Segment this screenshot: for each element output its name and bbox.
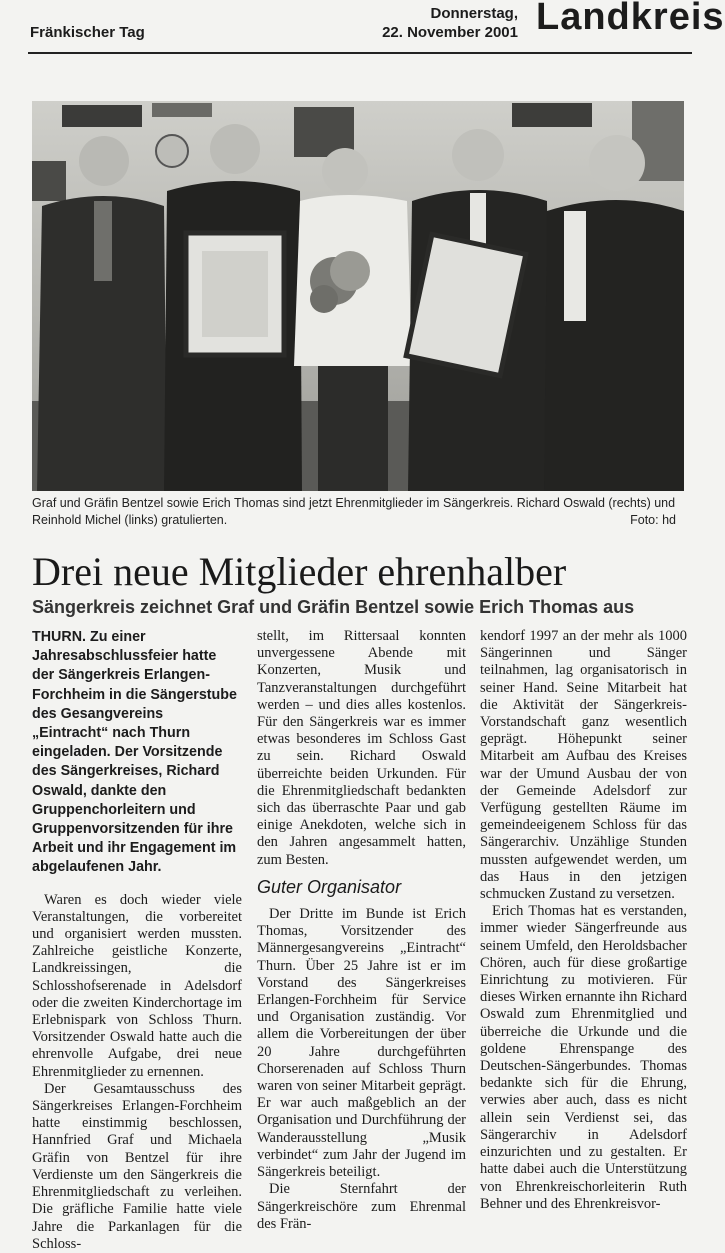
section-title: Landkreis <box>536 0 725 38</box>
article-paragraph: Der Gesamtausschuss des Sängerkreises Erlangen-Forchheim hatte einstimmig beschlossen, Hannfried Graf und Michaela Gräfin von Bentzel für ihre Verdienste um den Sängerkreis die Ehrenmitgliedschaft zu verleihen. Die gräfliche Familie hatte viele Jahre die Parkanlagen für die Schloss- <box>32 1080 242 1252</box>
article-subhead: Guter Organisator <box>257 876 402 897</box>
article-paragraph: Waren es doch wieder viele Veranstaltungen, die vorbereitet und organisiert werden mussten. Zahlreiche geistliche Konzerte, Landkreissingen, die Schlosshofserenade in Adelsdorf oder die zweiten Kinderchortage im Erlebnispark von Schloss Thurn. Vorsitzender Oswald hatte auch die ehrenvolle Aufgabe, drei neue Ehrenmitglieder zu ernennen. <box>32 891 242 1080</box>
page-header <box>0 0 725 56</box>
issue-weekday: Donnerstag, <box>430 5 518 22</box>
article-column-2 <box>257 628 466 1232</box>
article-paragraph: Erich Thomas hat es verstanden, immer wieder Sängerfreunde aus seinem Umfeld, den Heroldsbacher Chören, auch für diese großartige Einrichtung zu motivieren. Für dieses Wirken ernannte ihn Richard Oswald zum Ehrenmitglied und überreiche die Urkunde und die goldene Ehrenspange des Deutschen-Sängerbundes. Thomas bedankte sich für die Ehrung, verwies aber auch, dass es nicht allein sein Verdienst sei, das Sängerarchiv in Adelsdorf einzurichten und zu gestalten. Er hatte dabei auch die Unterstützung von Ehrenkreischorleiterin Ruth Behner und des Ehrenkreisvor- <box>480 903 687 1212</box>
article-paragraph: Der Dritte im Bunde ist Erich Thomas, Vorsitzender des Männergesangvereins „Eintracht“ Thurn. Über 25 Jahre ist er im Vorstand des Sängerkreises Erlangen-Forchheim für Service und Organisation zuständig. Vor allem die Vorbereitungen der über 20 Jahre durchgeführten Chorserenaden auf Schloss Thurn waren von seiner Mitarbeit geprägt. Er war auch maßgeblich an der Organisation und Durchführung der Wanderausstellung „Musik verbindet“ zum Jahr der Jugend im Sängerkreis beteiligt. <box>257 906 466 1181</box>
issue-date <box>370 4 518 42</box>
article-lead: THURN. Zu einer Jahresabschlussfeier hatte der Sängerkreis Erlangen-Forchheim in die Sängerstube des Gesangvereins „Eintracht“ nach Thurn eingeladen. Der Vorsitzende des Sängerkreises, Richard Oswald, dankte den Gruppenchorleitern und Gruppenvorsitzenden für ihre Arbeit und ihr Engagement im abgelaufenen Jahr. <box>32 629 237 876</box>
photo-credit: Foto: hd <box>630 513 676 527</box>
article-column-3 <box>480 628 687 1212</box>
article-column-1 <box>32 628 242 1252</box>
article-photo <box>32 101 684 491</box>
article-paragraph: kendorf 1997 an der mehr als 1000 Sängerinnen und Sänger teilnahmen, lag organisatorisch in seiner Hand. Seine Mitarbeit hat die Aktivität der Sängerkreis-Vorstandschaft ganz wesentlich geprägt. Höhepunkt seiner Mitarbeit am Aufbau des Kreises war der Umund Ausbau der von der Gemeinde Adelsdorf zur Verfügung gestellten Räume im gemeindeeigenem Schloss für das Sängerarchiv. Unzählige Stunden mussten aufgewendet werden, um das Haus in den jetzigen schmucken Zustand zu versetzen. <box>480 628 687 903</box>
article-paragraph: Die Sternfahrt der Sängerkreischöre zum Ehrenmal des Frän- <box>257 1181 466 1232</box>
photo-caption <box>32 495 684 529</box>
issue-date-text: 22. November 2001 <box>382 24 518 41</box>
header-rule <box>28 52 692 54</box>
newspaper-name: Fränkischer Tag <box>30 24 145 41</box>
caption-text: Graf und Gräfin Bentzel sowie Erich Thomas sind jetzt Ehrenmitglieder im Sängerkreis. Richard Oswald (rechts) und Reinhold Michel (links) gratulierten. <box>32 496 676 527</box>
article-subheadline: Sängerkreis zeichnet Graf und Gräfin Bentzel sowie Erich Thomas aus <box>32 597 635 617</box>
photo-illustration <box>32 101 684 491</box>
article-headline: Drei neue Mitglieder ehrenhalber <box>32 549 567 594</box>
article-paragraph: stellt, im Rittersaal konnten unvergessene Abende mit Konzerten, Musik und Tanzveranstaltungen durchgeführt werden – und dies alles kostenlos. Für den Sängerkreis war es immer etwas besonderes im Schloss Gast zu sein. Richard Oswald überreichte beiden Urkunden. Für die Ehrenmitgliedschaft bedankten sich das überraschte Paar und gab einige Anekdoten, welche sich in den Jahren angesammelt hatten, zum Besten. <box>257 628 466 868</box>
